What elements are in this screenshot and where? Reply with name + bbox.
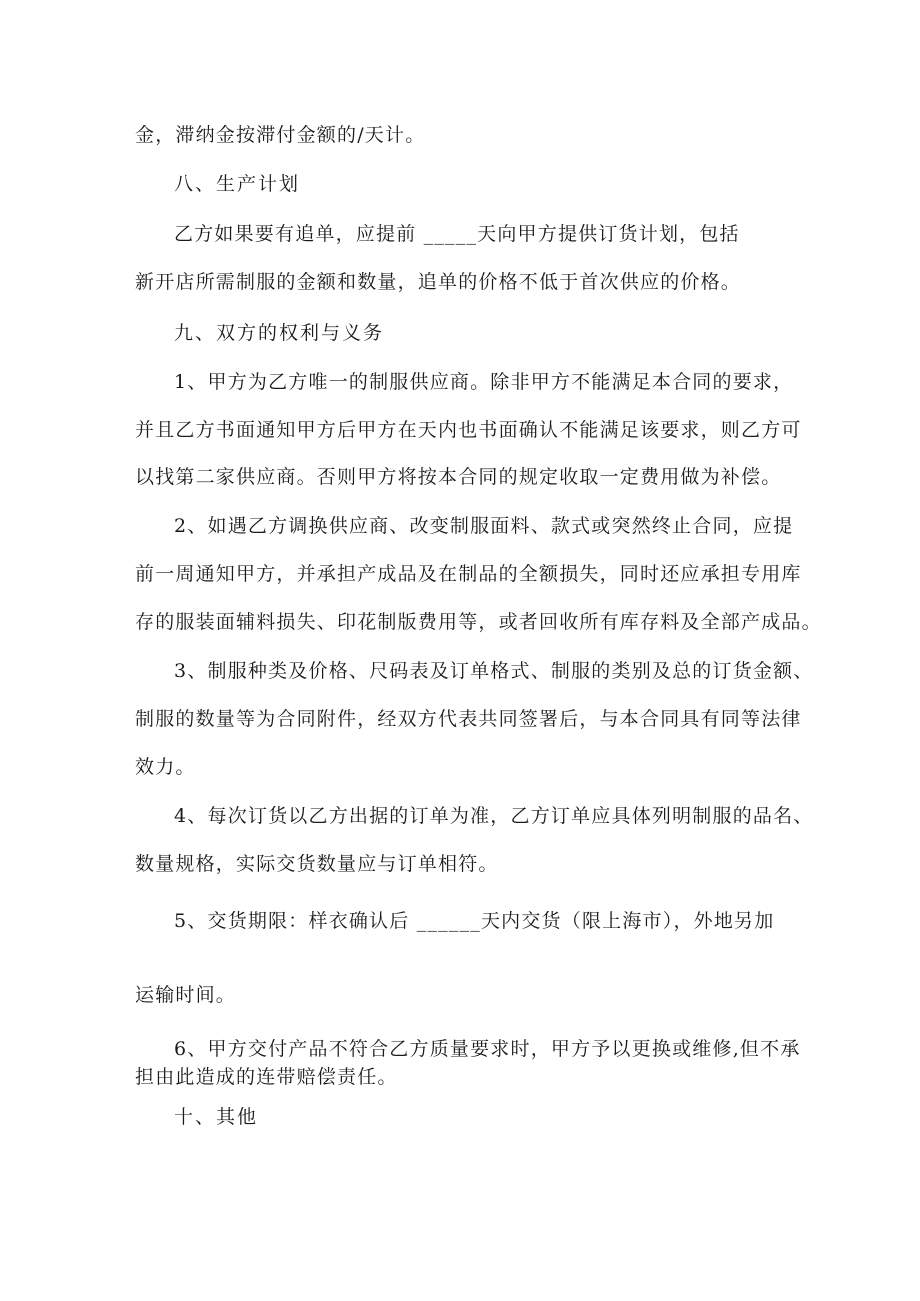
section-heading-rights-obligations: 九、双方的权利与义务 [174, 322, 385, 344]
item6-line-2: 担由此造成的连带赔偿责任。 [135, 1066, 398, 1088]
item1-line-3: 以找第二家供应商。否则甲方将按本合同的规定收取一定费用做为补偿。 [135, 466, 782, 488]
blank-days-field: _____ [423, 223, 478, 245]
item1-line-2: 并且乙方书面通知甲方后甲方在天内也书面确认不能满足该要求，则乙方可 [135, 419, 802, 441]
section8-line1-text: 乙方如果要有追单，应提前 [174, 223, 424, 245]
item5-line-1 [174, 909, 774, 933]
item3-line-2: 制服的数量等为合同附件，经双方代表共同签署后，与本合同具有同等法律 [135, 708, 802, 730]
item1-line-1: 1、甲方为乙方唯一的制服供应商。除非甲方不能满足本合同的要求， [174, 371, 794, 393]
section8-line-2: 新开店所需制服的金额和数量，追单的价格不低于首次供应的价格。 [135, 271, 742, 293]
blank-delivery-days: ______ [416, 910, 481, 932]
item2-line-3: 存的服装面辅料损失、印花制版费用等，或者回收所有库存料及全部产成品。 [135, 611, 822, 633]
item4-line-1: 4、每次订货以乙方出据的订单为准，乙方订单应具体列明制服的品名、 [174, 805, 814, 827]
section-heading-production-plan: 八、生产计划 [174, 173, 301, 195]
section8-line-1 [174, 222, 740, 246]
section-heading-other: 十、其他 [174, 1106, 259, 1128]
item5-line-2: 运输时间。 [135, 984, 237, 1006]
item4-line-2: 数量规格，实际交货数量应与订单相符。 [135, 853, 499, 875]
item2-line-2: 前一周通知甲方，并承担产成品及在制品的全额损失，同时还应承担专用库 [135, 563, 802, 585]
item6-line-1: 6、甲方交付产品不符合乙方质量要求时，甲方予以更换或维修,但不承 [174, 1038, 801, 1060]
item5-text-pre: 5、交货期限：样衣确认后 [174, 910, 417, 932]
paragraph-late-fee: 金，滞纳金按滞付金额的/天计。 [135, 124, 426, 146]
item3-line-3: 效力。 [135, 756, 196, 778]
section8-line1-text-post: 天向甲方提供订货计划，包括 [477, 223, 740, 245]
item5-text-post: 天内交货（限上海市），外地另加 [480, 910, 775, 932]
item2-line-1: 2、如遇乙方调换供应商、改变制服面料、款式或突然终止合同，应提 [174, 515, 794, 537]
item3-line-1: 3、制服种类及价格、尺码表及订单格式、制服的类别及总的订货金额、 [174, 660, 814, 682]
